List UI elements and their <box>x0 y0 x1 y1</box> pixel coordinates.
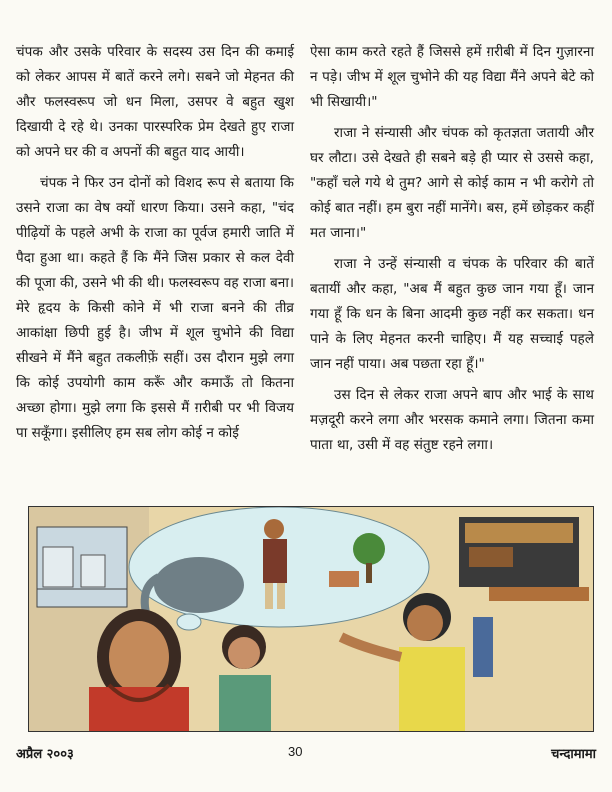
paragraph: ऐसा काम करते रहते हैं जिससे हमें ग़रीबी में दिन गुज़ारना न पड़े। जीभ में शूल चुभोने की यह विद्या मैंने अपने बेटे को भी सिखायी।" <box>310 44 594 110</box>
paragraph: राजा ने उन्हें संन्यासी व चंपक के परिवार की बातें बतायीं और कहा, "अब मैं बहुत कुछ जान गया हूँ। जान गया हूँ कि धन के बिना आदमी कुछ नहीं कर सकता। धन पाने के लिए मेहनत करनी चाहिए। मैं यह सच्चाई पहले जान नहीं पाया। अब पछता रहा हूँ।" <box>310 256 594 372</box>
text-column-left <box>16 40 294 452</box>
paragraph: चंपक और उसके परिवार के सदस्य उस दिन की कमाई को लेकर आपस में बातें करने लगे। सबने जो मेहनत की और फलस्वरूप जो धन मिला, उसपर वे बहुत खुश दिखायी दे रहे थे। उनका पारस्परिक प्रेम देखते हुए राजा को अपने घर की व अपनों की बहुत याद आयी। <box>16 44 294 160</box>
text-column-right <box>310 40 594 464</box>
magazine-name: चन्दामामा <box>551 747 596 762</box>
page-footer <box>16 744 596 766</box>
paragraph: राजा ने संन्यासी और चंपक को कृतज्ञता जतायी और घर लौटा। उसे देखते ही सबने बड़े ही प्यार से उससे कहा, "कहाँ चले गये थे तुम? आगे से कोई काम न भी करोगे तो कोई बात नहीं। हम बुरा नहीं मानेंगे। बस, हमें छोड़कर कहीं मत जाना।" <box>310 125 594 241</box>
paragraph: चंपक ने फिर उन दोनों को विशद रूप से बताया कि उसने राजा का वेष क्यों धारण किया। उसने कहा, "चंद पीढ़ियों के पहले अभी के राजा का पूर्वज हमारी जाति में पैदा हुआ था। कहते हैं कि मैंने जिस प्रकार से कल देवी की पूजा की, उसने भी की थी। फलस्वरूप वह राजा बना। मेरे हृदय के किसी कोने में भी राजा बनने की तीव्र आकांक्षा छिपी हुई है। जीभ में शूल चुभोने की विद्या सीखने में मैंने बहुत तकलीफ़ें सहीं। उस दौरान मुझे लगा कि कोई उपयोगी काम करूँ और कमाऊँ तो कितना अच्छा होगा। मुझे लगा कि इससे मैं ग़रीबी पर भी विजय पा सकूँगा। इसीलिए हम सब लोग कोई न कोई <box>16 175 294 441</box>
story-illustration <box>28 506 594 732</box>
page-number: 30 <box>288 744 303 759</box>
footer-issue-date: अप्रैल २००३ <box>16 747 74 762</box>
paragraph: उस दिन से लेकर राजा अपने बाप और भाई के साथ मज़दूरी करने लगा और भरसक कमाने लगा। जितना कमा पाता था, उसी में वह संतुष्ट रहने लगा। <box>310 387 594 453</box>
